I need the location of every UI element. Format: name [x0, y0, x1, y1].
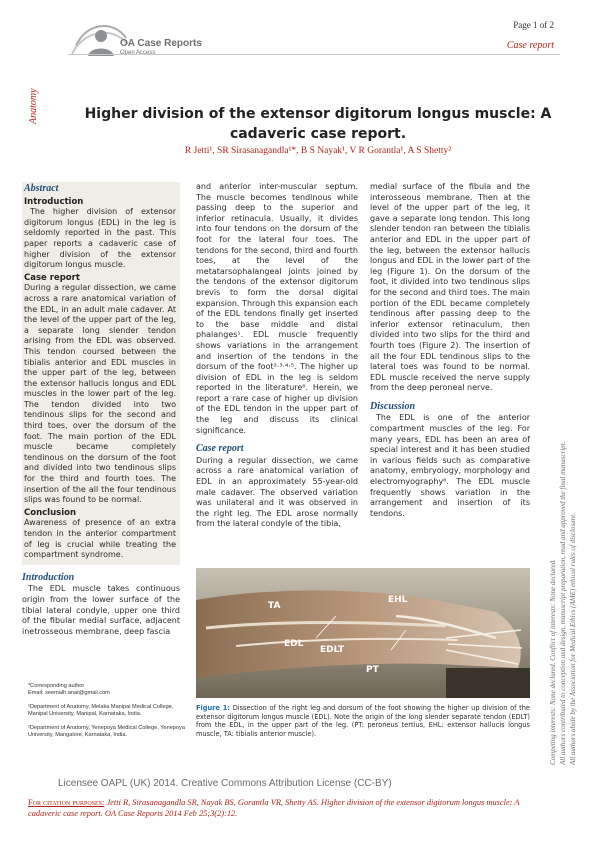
case-report-heading: Case report — [196, 443, 244, 455]
citation — [28, 797, 528, 819]
discussion-text: The EDL is one of the anterior compartment muscles of the leg. For many years, EDL has been an area of special interest and it has been studied in various fields such as comparative anatomy, embryology, morphology and electromyography⁶. The EDL muscle frequently shows variation in the arrangement and insertion of its tendons. — [370, 413, 530, 518]
affiliation-2: ²Department of Anatomy, Yenepoya Medical College, Yenepoya University, Mangalore, Karnataka, India. — [28, 724, 185, 739]
section-label: Anatomy — [28, 88, 39, 124]
abstract-heading: Abstract — [24, 183, 59, 194]
label-edlt: EDLT — [320, 645, 345, 655]
license-line: Licensee OAPL (UK) 2014. Creative Commons Attribution License (CC-BY) — [58, 778, 392, 789]
label-edl: EDL — [284, 639, 304, 649]
side-notes — [548, 441, 600, 765]
introduction-heading: Introduction — [22, 571, 75, 583]
abstract-box — [22, 182, 180, 565]
dissection-photo — [196, 568, 530, 698]
abstract-conclusion-text: Awareness of presence of an extra tendon in the anterior compartment of leg is crucial while treating the compartment syndrome. — [24, 518, 176, 560]
column-left — [22, 182, 180, 637]
author-list: R Jetti¹, SR Sirasanagandla¹*, B S Nayak¹, V R Gorantla¹, A S Shetty² — [184, 146, 452, 156]
brand-subtitle: Open Access — [120, 50, 156, 56]
header-divider — [68, 54, 560, 55]
abstract-case-text: During a regular dissection, we came across a rare anatomical variation of the EDL, in an adult male cadaver. At the level of the upper part of the leg, a separate long slender tendon arising from the EDL was observed. This tendon coursed between the tibialis anterior and EDL muscles in the upper part of the leg, between the extensor hallucis longus and EDL muscles in the lower part of the leg. The tendon divided into two tendinous slips for the second and third toes, over the dorsum of the foot. The main portion of the EDL muscle became completely tendinous on the dorsum of the foot and divided into two tendinous slips for the third and fourth toes. The insertion of the all the four tendinous slips was found to be normal. — [24, 283, 176, 505]
abstract-intro-heading: Introduction — [24, 196, 84, 207]
case-report-text-part1: During a regular dissection, we came across a rare anatomical variation of EDL in an approximately 55-year-old male cadaver. The observed variation was unilateral and it was observed in the right leg. The EDL arose normally from the lateral condyle of the tibia, — [196, 455, 358, 529]
brand-title: OA Case Reports — [120, 38, 202, 49]
citation-label: For citation purposes: — [28, 798, 105, 807]
introduction-text-part1: The EDL muscle takes continuous origin from the lower surface of the tibial lateral condyle, upper one third of the fibular medial surface, adjacent inetrosseous membrane, deep fascia — [22, 584, 180, 636]
citation-text: Jetti R, Sirasanagandla SR, Nayak BS, Gorantla VR, Shetty AS. Higher division of the extensor digitorum longus muscle: A cadaveric case report. OA Case Reports 2014 Feb 25;3(2):12. — [28, 798, 520, 818]
case-report-text-part2: medial surface of the fibula and the interosseous membrane. Then at the level of the upper part of the leg, it gave a separate long tendon. This long slender tendon ran between the tibialis anterior and EDL in the upper part of the leg, between the extensor hallucis longus and EDL in the lower part of the leg (Figure 1). On the dorsum of the foot, it divided into two tendinous slips for the second and third toes. The main portion of the EDL became completely tendinous after passing deep to the inferior extensor retinaculum, then divided into two slips for the third and fourth toes (Figure 2). The insertion of all the four EDL tendinous slips to the lateral toes was found to be normal. EDL muscle received the nerve supply from the deep peroneal nerve. — [370, 182, 530, 393]
figure-caption-label: Figure 1: — [196, 704, 231, 712]
column-right — [370, 182, 530, 519]
article-type: Case report — [506, 40, 554, 51]
corresponding-email: Email: seemalh.anat@gmail.com — [28, 690, 110, 697]
page-number: Page 1 of 2 — [513, 20, 554, 30]
abstract-intro-text: The higher division of extensor digitorum longus (EDL) in the leg is seldomly reported in the past. This paper reports a cadaveric case of higher division of the extensor digitorum longus muscle. — [24, 207, 176, 270]
affiliation-1: ¹Department of Anatomy, Melaka Manipal Medical College, Manipal University, Manipal, Karnataka, India. — [28, 703, 174, 718]
label-ta: TA — [268, 601, 281, 611]
side-note-competing: Competing interests: None declared. Conflict of interests: None declared. — [549, 559, 557, 765]
corresponding-label: *Corresponding author — [28, 683, 85, 689]
side-note-ethics: All authors abide by the Association for Medical Ethics (AME) ethical rules of disclosure. — [569, 513, 577, 765]
abstract-conclusion-heading: Conclusion — [24, 507, 76, 518]
footnotes — [28, 683, 188, 745]
label-ehl: EHL — [388, 595, 408, 605]
corresponding-author — [28, 683, 188, 698]
column-middle — [196, 182, 358, 530]
article-title: Higher division of the extensor digitorum longus muscle: A cadaveric case report. — [84, 106, 552, 142]
label-pt: PT — [366, 665, 379, 675]
figure-caption-text: Dissection of the right leg and dorsum of the foot showing the higher up division of the extensor digitorum longus muscle (EDL). Note the origin of the long slender separate tendon (EDLT) from the EDL, in the upper part of the leg. (PT: peroneus tertius, EHL: extensor hallucis longus muscle, TA: tibialis anterior muscle). — [196, 704, 530, 738]
abstract-case-heading: Case report — [24, 272, 80, 283]
side-note-contributions: All authors contributed to conception and design, manuscript preparation, read and approved the final manuscript. — [559, 441, 567, 765]
discussion-heading: Discussion — [370, 400, 416, 412]
introduction-text-part2: and anterior inter-muscular septum. The muscle becomes tendinous while passing deep to the superior and inferior retinacula. Usually, it divides into four tendons on the dorsum of the foot for the lateral four toes. The tendons for the second, third and fourth toes, at the level of the metatarsophalangeal joints joined by the tendons of the extensor digitorum brevis to form the dorsal digital expansion. Through this expansion each of the EDL tendons finally get inserted to the base middle and distal phalanges¹. EDL muscle frequently shows variations in the arrangement and insertion of the tendons in the dorsum of the foot²·³·⁴·⁵. The higher up division of EDL in the leg is seldom reported in the literature⁶. Herein, we report a rare case of higher up division of the EDL tendon in the upper part of the leg and discuss its clinical significance. — [196, 182, 358, 435]
figure-caption — [196, 704, 530, 738]
